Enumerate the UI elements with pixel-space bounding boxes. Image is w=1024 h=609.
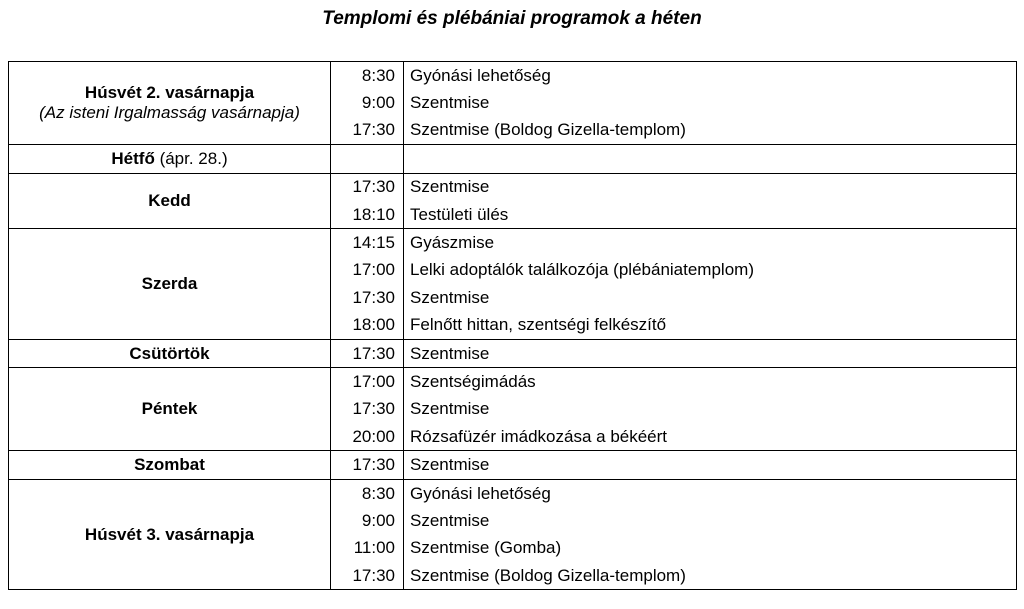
event-time: 9:00 bbox=[331, 507, 404, 534]
table-row bbox=[9, 229, 1017, 257]
event-time: 17:30 bbox=[331, 284, 404, 311]
day-subtitle: (Az isteni Irgalmasság vasárnapja) bbox=[39, 103, 300, 123]
table-row bbox=[9, 173, 1017, 201]
event-time: 17:00 bbox=[331, 257, 404, 284]
event-time: 11:00 bbox=[331, 535, 404, 562]
event-time: 17:00 bbox=[331, 368, 404, 396]
day-name: Húsvét 3. vasárnapja bbox=[84, 524, 255, 544]
day-cell bbox=[9, 229, 331, 340]
event-activity: Szentmise bbox=[404, 451, 1017, 479]
day-name: Csütörtök bbox=[129, 343, 210, 363]
event-time: 18:10 bbox=[331, 201, 404, 229]
event-activity: Gyónási lehetőség bbox=[404, 479, 1017, 507]
event-activity: Szentmise (Gomba) bbox=[404, 535, 1017, 562]
event-activity: Szentmise bbox=[404, 339, 1017, 367]
event-activity: Felnőtt hittan, szentségi felkészítő bbox=[404, 312, 1017, 340]
table-row bbox=[9, 368, 1017, 396]
day-cell bbox=[9, 479, 331, 590]
table-row bbox=[9, 479, 1017, 507]
day-date-note: (ápr. 28.) bbox=[154, 148, 228, 168]
event-activity: Szentmise (Boldog Gizella-templom) bbox=[404, 562, 1017, 590]
event-time: 9:00 bbox=[331, 89, 404, 116]
table-row bbox=[9, 145, 1017, 173]
event-time: 17:30 bbox=[331, 451, 404, 479]
page-title: Templomi és plébániai programok a héten bbox=[322, 8, 702, 29]
event-activity: Gyónási lehetőség bbox=[404, 62, 1017, 90]
event-time bbox=[331, 145, 404, 173]
event-activity bbox=[404, 145, 1017, 173]
day-cell bbox=[9, 145, 331, 173]
day-name: Péntek bbox=[141, 399, 198, 419]
event-activity: Lelki adoptálók találkozója (plébániatemplom) bbox=[404, 257, 1017, 284]
event-time: 18:00 bbox=[331, 312, 404, 340]
day-name: Szerda bbox=[141, 274, 198, 294]
schedule-table bbox=[8, 61, 1017, 590]
event-activity: Szentmise bbox=[404, 284, 1017, 311]
day-cell bbox=[9, 368, 331, 451]
event-activity: Szentmise bbox=[404, 173, 1017, 201]
event-time: 20:00 bbox=[331, 423, 404, 451]
event-activity: Szentségimádás bbox=[404, 368, 1017, 396]
event-activity: Szentmise (Boldog Gizella-templom) bbox=[404, 117, 1017, 145]
schedule-body bbox=[9, 62, 1017, 590]
event-activity: Testületi ülés bbox=[404, 201, 1017, 229]
event-activity: Gyászmise bbox=[404, 229, 1017, 257]
event-time: 14:15 bbox=[331, 229, 404, 257]
event-activity: Rózsafüzér imádkozása a békéért bbox=[404, 423, 1017, 451]
day-cell bbox=[9, 451, 331, 479]
day-cell bbox=[9, 62, 331, 145]
event-time: 17:30 bbox=[331, 339, 404, 367]
event-time: 8:30 bbox=[331, 62, 404, 90]
event-time: 17:30 bbox=[331, 173, 404, 201]
day-name: Hétfő bbox=[111, 148, 155, 168]
event-activity: Szentmise bbox=[404, 396, 1017, 423]
event-time: 17:30 bbox=[331, 396, 404, 423]
day-name: Húsvét 2. vasárnapja bbox=[84, 83, 255, 103]
day-cell bbox=[9, 339, 331, 367]
table-row bbox=[9, 339, 1017, 367]
event-time: 8:30 bbox=[331, 479, 404, 507]
day-cell bbox=[9, 173, 331, 229]
day-name: Szombat bbox=[134, 455, 205, 475]
day-name: Kedd bbox=[148, 190, 191, 210]
event-activity: Szentmise bbox=[404, 507, 1017, 534]
event-time: 17:30 bbox=[331, 117, 404, 145]
event-activity: Szentmise bbox=[404, 89, 1017, 116]
table-row bbox=[9, 62, 1017, 90]
event-time: 17:30 bbox=[331, 562, 404, 590]
table-row bbox=[9, 451, 1017, 479]
